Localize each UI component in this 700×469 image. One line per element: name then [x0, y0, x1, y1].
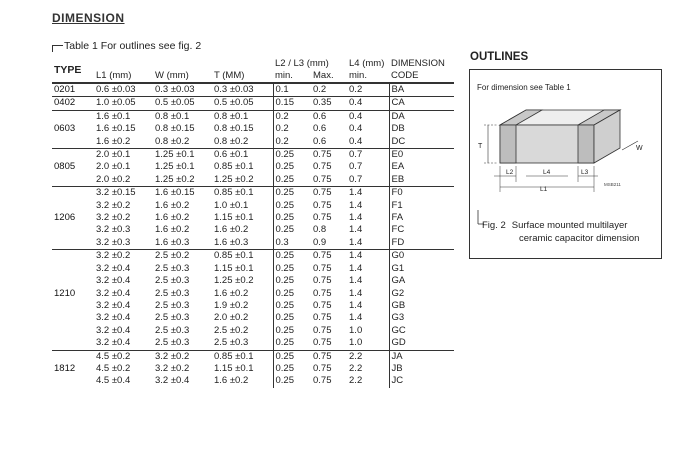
cell-w: 2.5 ±0.3	[155, 262, 190, 274]
cell-type	[52, 263, 94, 275]
t-label: T	[478, 143, 483, 150]
cell-l4-min: 0.4	[347, 110, 389, 123]
cell-t: 1.15 ±0.1	[214, 362, 254, 374]
cell-l4-min: 1.4	[349, 262, 363, 274]
cell-code: DB	[389, 123, 454, 135]
cell-t: 1.9 ±0.2	[214, 299, 249, 311]
cell-l4-min: 2.2	[349, 362, 363, 374]
cell-l1: 3.2 ±0.2	[94, 250, 153, 263]
cell-l4-min: 1.0	[349, 337, 363, 349]
cell-t: 1.6 ±0.2	[214, 287, 249, 299]
cell-l1: 3.2 ±0.4	[96, 324, 131, 336]
cell-l4-min: 1.4	[349, 224, 363, 236]
cell-l4-min: 0.4	[347, 97, 389, 110]
l3-label: L3	[581, 169, 589, 176]
cell-l2l3-max: 0.75	[311, 350, 347, 363]
cell-l2l3-max: 0.9	[313, 236, 327, 248]
cell-l2l3-min: 0.25	[273, 288, 311, 300]
cell-l2l3-max: 0.6	[313, 123, 327, 135]
figure-caption	[482, 219, 639, 245]
cell-t: 1.0 ±0.1	[214, 199, 249, 211]
cell-l1: 4.5 ±0.4	[96, 375, 131, 387]
cell-w: 2.5 ±0.3	[155, 275, 190, 287]
cell-t: 0.8 ±0.1	[212, 110, 273, 123]
cell-l2l3-max: 0.75	[313, 299, 332, 311]
cell-l2l3-min: 0.15	[273, 97, 311, 110]
cell-type: 0402	[52, 97, 94, 110]
cell-code: FD	[389, 237, 454, 250]
cell-code: JA	[389, 350, 454, 363]
header-l2l3-max: Max.	[313, 70, 334, 81]
l2-label: L2	[506, 169, 514, 176]
cell-code: BA	[389, 83, 454, 97]
cell-t: 1.15 ±0.1	[214, 212, 254, 224]
table-row	[52, 312, 454, 324]
cell-code: GA	[389, 275, 454, 287]
cell-l2l3-max: 0.75	[313, 324, 332, 336]
cell-l2l3-min: 0.25	[273, 337, 311, 350]
cell-type: 0201	[52, 83, 94, 97]
cell-type: 0805	[54, 161, 76, 173]
cell-code: G1	[389, 263, 454, 275]
cell-w: 0.8 ±0.1	[153, 110, 212, 123]
figure-number: Fig. 2	[482, 220, 506, 231]
header-t: T (MM)	[214, 70, 245, 81]
table-row	[52, 200, 454, 212]
w-label: W	[636, 145, 643, 152]
table-row	[52, 83, 454, 97]
cell-l2l3-min: 0.25	[273, 375, 311, 387]
cell-l2l3-min: 0.25	[273, 187, 311, 200]
cell-l1: 3.2 ±0.3	[96, 236, 131, 248]
cell-l2l3-max: 0.75	[313, 262, 332, 274]
table-row	[52, 250, 454, 263]
cell-l1: 3.2 ±0.4	[96, 287, 131, 299]
table-row	[52, 136, 454, 149]
cell-l2l3-min: 0.25	[273, 174, 311, 187]
cell-l2l3-min: 0.25	[273, 312, 311, 324]
table-row	[52, 288, 454, 300]
cell-t: 2.5 ±0.2	[214, 324, 249, 336]
table-row	[52, 263, 454, 275]
cell-l1: 3.2 ±0.4	[96, 312, 131, 324]
cell-t: 1.15 ±0.1	[214, 262, 254, 274]
cell-type	[52, 375, 94, 387]
cell-code: E0	[389, 149, 454, 162]
cell-l2l3-min: 0.25	[273, 350, 311, 363]
cell-code: GB	[389, 300, 454, 312]
cell-w: 1.6 ±0.15	[153, 187, 212, 200]
table-row	[52, 300, 454, 312]
cell-l2l3-max: 0.75	[313, 362, 332, 374]
cell-type	[52, 224, 94, 236]
table-row	[52, 97, 454, 110]
cell-type	[52, 275, 94, 287]
cell-l2l3-max: 0.8	[313, 224, 327, 236]
cell-type	[52, 250, 94, 263]
table-row	[52, 110, 454, 123]
cell-l2l3-min: 0.25	[273, 161, 311, 173]
cell-w: 2.5 ±0.3	[155, 287, 190, 299]
cell-l4-min: 2.2	[347, 350, 389, 363]
cell-l1: 3.2 ±0.2	[96, 199, 131, 211]
cell-w: 2.5 ±0.2	[153, 250, 212, 263]
cell-l4-min: 1.4	[349, 299, 363, 311]
cell-l1: 3.2 ±0.4	[96, 337, 131, 349]
cell-w: 3.2 ±0.4	[155, 375, 190, 387]
cell-l1: 3.2 ±0.4	[96, 262, 131, 274]
cell-type	[52, 350, 94, 363]
cell-l2l3-max: 0.75	[313, 212, 332, 224]
table-row	[52, 350, 454, 363]
cell-t: 2.0 ±0.2	[214, 312, 249, 324]
cell-w: 2.5 ±0.3	[155, 324, 190, 336]
cell-code: FC	[389, 224, 454, 236]
table-row	[52, 187, 454, 200]
header-l1: L1 (mm)	[96, 70, 132, 81]
header-w: W (mm)	[155, 70, 189, 81]
table-row	[52, 337, 454, 350]
cell-l1: 3.2 ±0.15	[94, 187, 153, 200]
cell-t: 2.5 ±0.3	[214, 337, 249, 349]
cell-code: F1	[389, 200, 454, 212]
cell-w: 2.5 ±0.3	[155, 299, 190, 311]
cell-l4-min: 2.2	[349, 375, 363, 387]
cell-l2l3-min: 0.25	[273, 149, 311, 162]
cell-w: 2.5 ±0.3	[155, 312, 190, 324]
cell-code: JB	[389, 363, 454, 375]
cell-t: 1.6 ±0.2	[214, 224, 249, 236]
header-code-line2: CODE	[391, 70, 419, 81]
cell-t: 1.25 ±0.2	[214, 275, 254, 287]
cell-l4-min: 1.4	[349, 287, 363, 299]
cell-code: GC	[389, 325, 454, 337]
table-row	[52, 212, 454, 224]
cell-type	[52, 110, 94, 123]
table-row	[52, 174, 454, 187]
cell-l1: 1.0 ±0.05	[94, 97, 153, 110]
cell-l2l3-max: 0.6	[311, 110, 347, 123]
cell-l2l3-min: 0.25	[273, 212, 311, 224]
cell-l2l3-max: 0.75	[313, 199, 332, 211]
cell-type	[52, 187, 94, 200]
cell-type	[52, 149, 94, 162]
cell-code: EB	[389, 174, 454, 187]
cell-type: 1210	[54, 287, 76, 299]
cell-l2l3-min: 0.2	[273, 136, 311, 149]
left-terminal-front	[500, 125, 516, 163]
cell-l4-min: 0.7	[349, 173, 363, 185]
cell-t: 0.85 ±0.1	[212, 250, 273, 263]
cell-l2l3-min: 0.25	[273, 224, 311, 236]
cell-l1: 3.2 ±0.4	[96, 275, 131, 287]
cell-l1: 4.5 ±0.2	[96, 362, 131, 374]
cell-l1: 2.0 ±0.1	[94, 149, 153, 162]
cell-w: 2.5 ±0.3	[155, 337, 190, 349]
cell-l2l3-min: 0.25	[273, 250, 311, 263]
table-row	[52, 375, 454, 387]
cell-type: 0603	[54, 123, 76, 135]
cell-l4-min: 0.2	[347, 83, 389, 97]
cell-l1: 2.0 ±0.1	[96, 161, 131, 173]
header-code-line1: DIMENSION	[391, 58, 445, 69]
cell-l1: 0.6 ±0.03	[94, 83, 153, 97]
table-row	[52, 149, 454, 162]
cell-w: 1.25 ±0.1	[155, 161, 195, 173]
cell-l1: 1.6 ±0.1	[94, 110, 153, 123]
cell-l4-min: 1.4	[347, 250, 389, 263]
cell-l1: 1.6 ±0.15	[96, 123, 136, 135]
cell-type	[52, 325, 94, 337]
cell-l4-min: 1.4	[349, 212, 363, 224]
cell-code: FA	[389, 212, 454, 224]
cell-l4-min: 1.4	[349, 199, 363, 211]
cell-l4-min: 1.4	[347, 187, 389, 200]
cell-l2l3-min: 0.1	[273, 83, 311, 97]
cell-type	[52, 312, 94, 324]
cell-l2l3-min: 0.2	[273, 123, 311, 135]
cell-t: 1.6 ±0.3	[214, 236, 249, 248]
cell-l2l3-min: 0.25	[273, 300, 311, 312]
cell-code: CA	[389, 97, 454, 110]
header-l2l3-min: min.	[275, 70, 293, 81]
cell-t: 0.85 ±0.1	[212, 187, 273, 200]
cell-t: 0.85 ±0.1	[214, 161, 254, 173]
cell-t: 0.5 ±0.05	[212, 97, 273, 110]
cell-l2l3-min: 0.2	[273, 110, 311, 123]
cell-w: 0.8 ±0.15	[155, 123, 195, 135]
cell-l1: 4.5 ±0.2	[94, 350, 153, 363]
cell-l2l3-max: 0.75	[311, 187, 347, 200]
cell-l2l3-max: 0.35	[311, 97, 347, 110]
cell-t: 0.85 ±0.1	[212, 350, 273, 363]
cell-l1: 3.2 ±0.2	[96, 212, 131, 224]
cell-w: 1.25 ±0.1	[153, 149, 212, 162]
table-row	[52, 237, 454, 250]
cell-l2l3-min: 0.25	[273, 200, 311, 212]
cell-code: EA	[389, 161, 454, 173]
cell-l2l3-max: 0.6	[313, 135, 327, 147]
table-row	[52, 363, 454, 375]
cell-l2l3-max: 0.75	[313, 173, 332, 185]
section-heading: DIMENSION	[52, 11, 125, 25]
cell-w: 3.2 ±0.2	[153, 350, 212, 363]
cell-l1: 3.2 ±0.3	[96, 224, 131, 236]
cell-l2l3-max: 0.75	[313, 287, 332, 299]
cell-code: GD	[389, 337, 454, 350]
header-l2l3: L2 / L3 (mm)	[275, 58, 329, 69]
caption-bracket	[52, 45, 63, 52]
cell-l2l3-max: 0.75	[313, 161, 332, 173]
cell-l2l3-max: 0.75	[313, 275, 332, 287]
cell-code: DA	[389, 110, 454, 123]
cell-type: 1812	[54, 362, 76, 374]
table-row	[52, 224, 454, 236]
cell-l2l3-max: 0.75	[311, 250, 347, 263]
cell-l4-min: 1.4	[349, 236, 363, 248]
cell-t: 0.6 ±0.1	[212, 149, 273, 162]
cell-t: 1.6 ±0.2	[214, 375, 249, 387]
cell-w: 1.6 ±0.2	[155, 199, 190, 211]
cell-l2l3-min: 0.25	[273, 263, 311, 275]
reference-code: MSB211	[604, 182, 621, 187]
header-l4: L4 (mm)	[349, 58, 385, 69]
cell-l4-min: 1.4	[349, 275, 363, 287]
cell-type	[52, 337, 94, 350]
cell-l2l3-max: 0.75	[313, 312, 332, 324]
figure-caption-line2: ceramic capacitor dimension	[519, 233, 640, 244]
l4-label: L4	[543, 169, 551, 176]
cell-l2l3-max: 0.75	[313, 337, 332, 349]
table-caption: Table 1 For outlines see fig. 2	[64, 40, 202, 52]
cell-type	[52, 200, 94, 212]
cell-t: 0.8 ±0.2	[214, 135, 249, 147]
cell-l1: 3.2 ±0.4	[96, 299, 131, 311]
outlines-title: OUTLINES	[470, 51, 529, 63]
cell-type	[52, 136, 94, 149]
cell-l2l3-min: 0.3	[273, 237, 311, 250]
table-row	[52, 275, 454, 287]
cell-w: 1.6 ±0.3	[155, 236, 190, 248]
cell-t: 0.8 ±0.15	[214, 123, 254, 135]
cell-l4-min: 1.4	[349, 312, 363, 324]
cell-l2l3-max: 0.2	[311, 83, 347, 97]
cell-w: 1.6 ±0.2	[155, 224, 190, 236]
table-row	[52, 161, 454, 173]
outline-figure	[469, 69, 662, 259]
cell-type	[52, 300, 94, 312]
cell-t: 0.3 ±0.03	[212, 83, 273, 97]
cell-l4-min: 0.4	[349, 123, 363, 135]
cell-l4-min: 0.7	[347, 149, 389, 162]
cell-type	[52, 237, 94, 250]
l1-label: L1	[540, 186, 548, 193]
table-row	[52, 123, 454, 135]
cell-type	[52, 174, 94, 187]
right-terminal-front	[578, 125, 594, 163]
cell-l2l3-min: 0.25	[273, 325, 311, 337]
cell-l2l3-min: 0.25	[273, 363, 311, 375]
cell-l1: 1.6 ±0.2	[96, 135, 131, 147]
cell-w: 1.6 ±0.2	[155, 212, 190, 224]
figure-caption-line1: Surface mounted multilayer	[511, 220, 628, 231]
header-l4-min: min.	[349, 70, 367, 81]
cell-w: 1.25 ±0.2	[155, 173, 195, 185]
figure-note: For dimension see Table 1	[477, 83, 571, 92]
cell-w: 3.2 ±0.2	[155, 362, 190, 374]
cell-w: 0.5 ±0.05	[153, 97, 212, 110]
table-row	[52, 325, 454, 337]
cell-code: G0	[389, 250, 454, 263]
cell-l4-min: 0.7	[349, 161, 363, 173]
cell-code: DC	[389, 136, 454, 149]
cell-w: 0.3 ±0.03	[153, 83, 212, 97]
cell-l4-min: 1.0	[349, 324, 363, 336]
cell-code: G3	[389, 312, 454, 324]
cell-code: JC	[389, 375, 454, 387]
cell-w: 0.8 ±0.2	[155, 135, 190, 147]
cell-code: F0	[389, 187, 454, 200]
dimension-table	[52, 58, 454, 388]
cell-l2l3-min: 0.25	[273, 275, 311, 287]
cell-code: G2	[389, 288, 454, 300]
cell-l2l3-max: 0.75	[311, 149, 347, 162]
cell-l2l3-max: 0.75	[313, 375, 332, 387]
table-body	[52, 83, 454, 388]
cell-type: 1206	[54, 212, 76, 224]
header-type: TYPE	[54, 64, 82, 76]
cell-l4-min: 0.4	[349, 135, 363, 147]
cell-t: 1.25 ±0.2	[214, 173, 254, 185]
cell-l1: 2.0 ±0.2	[96, 173, 131, 185]
